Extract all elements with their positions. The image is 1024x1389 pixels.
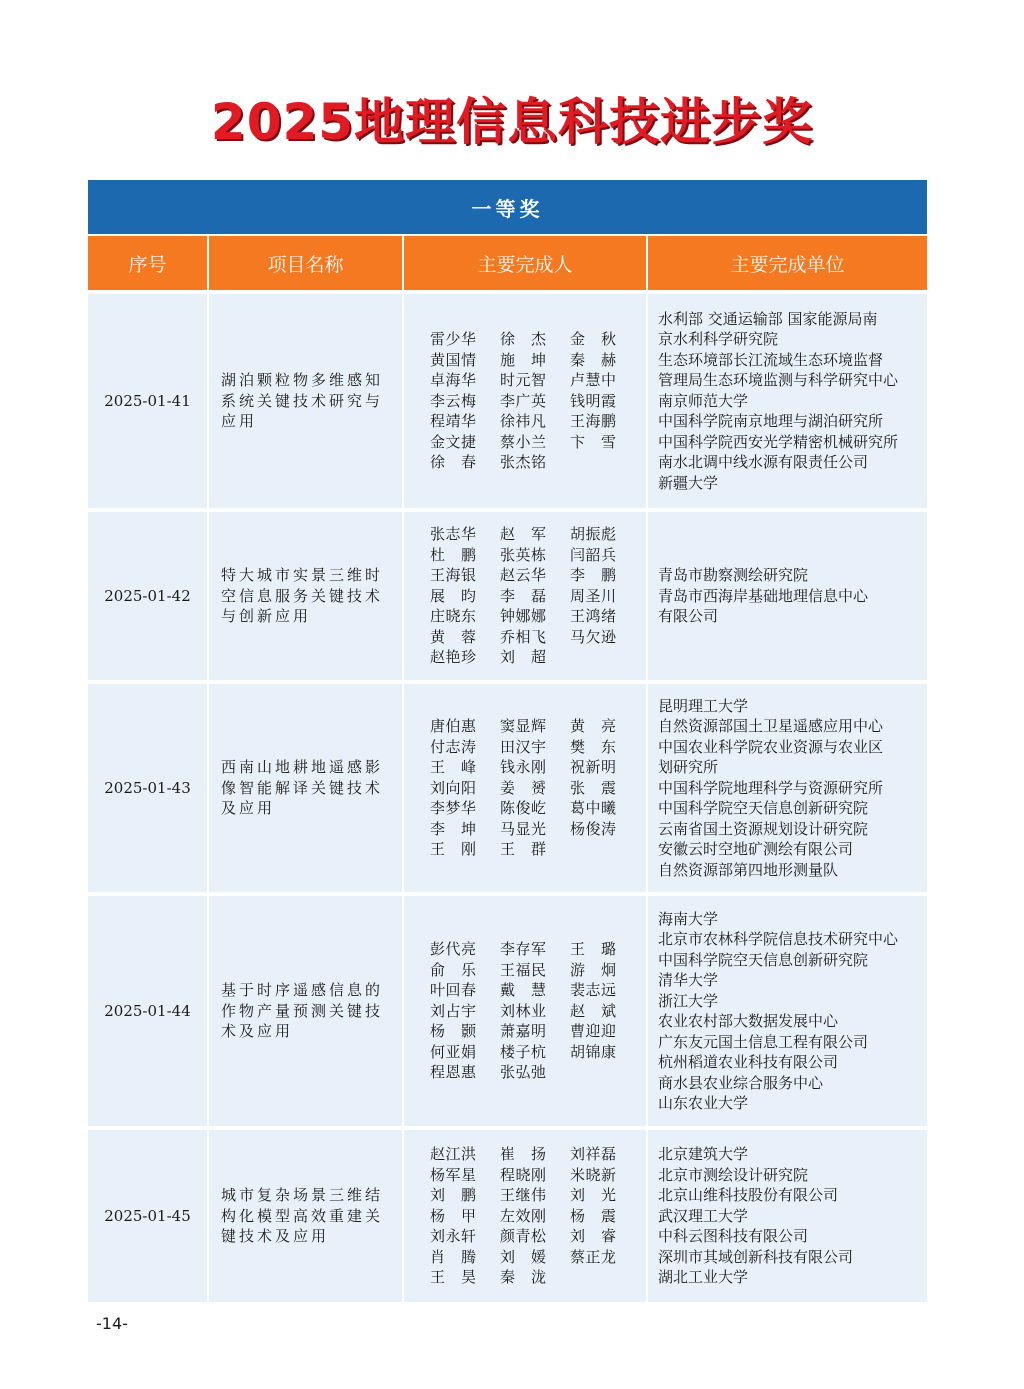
person-name: 杨俊涛 <box>570 819 617 838</box>
people-list <box>430 329 646 473</box>
person-name: 赵云华 <box>500 566 547 585</box>
project-number: 2025-01-45 <box>88 1128 208 1304</box>
person-name: 楼子杭 <box>500 1042 547 1061</box>
unit-name: 南京师范大学 <box>658 391 749 410</box>
person-name: 叶回春 <box>430 981 477 1000</box>
person-name: 杨 震 <box>570 1206 617 1225</box>
unit-name: 云南省国土资源规划设计研究院 <box>658 819 869 838</box>
unit-name: 北京市测绘设计研究院 <box>658 1165 809 1184</box>
person-name: 闫韶兵 <box>570 545 617 564</box>
person-name: 刘占宇 <box>430 1001 477 1020</box>
unit-name: 青岛市西海岸基础地理信息中心 <box>658 586 869 605</box>
person-name: 王 璐 <box>570 940 617 959</box>
person-name: 黄国情 <box>430 350 477 369</box>
person-name: 张英栋 <box>500 545 547 564</box>
person-name: 王 群 <box>500 840 547 859</box>
person-name: 时元智 <box>500 371 547 390</box>
header-project-name: 项目名称 <box>208 235 403 290</box>
person-name: 卢慧中 <box>570 371 617 390</box>
person-name: 程靖华 <box>430 412 477 431</box>
person-name: 程恩惠 <box>430 1063 477 1082</box>
unit-name: 管理局生态环境监测与科学研究中心 <box>658 371 899 390</box>
person-name: 徐祎凡 <box>500 412 547 431</box>
table-row <box>88 510 927 682</box>
person-name: 杨 甲 <box>430 1206 477 1225</box>
project-number: 2025-01-44 <box>88 894 208 1128</box>
unit-name: 中国科学院南京地理与湖泊研究所 <box>658 412 884 431</box>
person-name: 杨 颢 <box>430 1022 477 1041</box>
person-name: 卞 雪 <box>570 432 617 451</box>
person-name: 刘向阳 <box>430 778 477 797</box>
person-name: 赵 军 <box>500 525 547 544</box>
person-name: 黄 蓉 <box>430 627 477 646</box>
unit-name: 中国科学院空天信息创新研究院 <box>658 799 869 818</box>
person-name: 杜 鹏 <box>430 545 477 564</box>
person-name: 黄 亮 <box>570 717 617 736</box>
project-number: 2025-01-43 <box>88 682 208 894</box>
person-name: 李 鹏 <box>570 566 617 585</box>
person-name: 刘 媛 <box>500 1247 547 1266</box>
unit-name: 京水利科学研究院 <box>658 330 779 349</box>
person-name: 刘永轩 <box>430 1227 477 1246</box>
table-header <box>88 235 927 290</box>
unit-name: 划研究所 <box>658 758 719 777</box>
table-row <box>88 894 927 1128</box>
project-name: 特大城市实景三维时空信息服务关键技术与创新应用 <box>208 510 403 682</box>
person-name: 金 秋 <box>570 330 617 349</box>
person-name: 王海鹏 <box>570 412 617 431</box>
main-units-cell <box>647 294 927 510</box>
person-name: 马显光 <box>500 819 547 838</box>
header-no: 序号 <box>88 235 208 290</box>
unit-name: 自然资源部国土卫星遥感应用中心 <box>658 717 884 736</box>
unit-name: 新疆大学 <box>658 473 719 492</box>
unit-name: 自然资源部第四地形测量队 <box>658 860 839 879</box>
person-name: 刘 超 <box>500 648 547 667</box>
unit-name: 杭州稻道农业科技有限公司 <box>658 1053 839 1071</box>
unit-name: 北京市农林科学院信息技术研究中心 <box>658 930 899 948</box>
project-name: 湖泊颗粒物多维感知系统关键技术研究与应用 <box>208 294 403 510</box>
person-name: 蔡正龙 <box>570 1247 617 1266</box>
person-name: 李 磊 <box>500 586 547 605</box>
person-name: 胡振彪 <box>570 525 617 544</box>
person-name: 徐 春 <box>430 453 477 472</box>
main-people-cell <box>403 682 647 894</box>
project-number: 2025-01-42 <box>88 510 208 682</box>
person-name: 张杰铭 <box>500 453 547 472</box>
unit-name: 中国农业科学院农业资源与农业区 <box>658 737 884 756</box>
person-name: 李广英 <box>500 391 547 410</box>
person-name: 乔相飞 <box>500 627 547 646</box>
unit-name: 海南大学 <box>658 909 719 928</box>
main-people-cell <box>403 1128 647 1304</box>
person-name: 付志涛 <box>430 737 477 756</box>
unit-name: 青岛市勘察测绘研究院 <box>658 566 809 585</box>
person-name: 田汉宇 <box>500 737 547 756</box>
unit-name: 湖北工业大学 <box>658 1268 749 1287</box>
table-row <box>88 682 927 894</box>
main-people-cell <box>403 294 647 510</box>
person-name: 杨军星 <box>430 1165 477 1184</box>
person-name: 米晓新 <box>570 1165 617 1184</box>
unit-name: 生态环境部长江流域生态环境监督 <box>658 350 884 369</box>
person-name: 肖 腾 <box>430 1247 477 1266</box>
page-number: -14- <box>96 1314 128 1333</box>
person-name: 张弘弛 <box>500 1063 547 1082</box>
person-name: 施 坤 <box>500 350 547 369</box>
person-name: 金文捷 <box>430 432 477 451</box>
person-name: 刘 光 <box>570 1186 617 1205</box>
person-name: 赵江洪 <box>430 1145 477 1164</box>
people-list <box>430 939 646 1083</box>
unit-name: 北京建筑大学 <box>658 1145 749 1164</box>
person-name: 钱明霞 <box>570 391 617 410</box>
person-name: 彭代亮 <box>430 940 477 959</box>
header-main-people: 主要完成人 <box>403 235 647 290</box>
header-main-units: 主要完成单位 <box>647 235 927 290</box>
unit-name: 清华大学 <box>658 971 719 989</box>
person-name: 戴 慧 <box>500 981 547 1000</box>
person-name: 窦显辉 <box>500 717 547 736</box>
person-name: 刘 鹏 <box>430 1186 477 1205</box>
person-name: 王 刚 <box>430 840 477 859</box>
unit-name: 有限公司 <box>658 607 719 626</box>
person-name: 卓海华 <box>430 371 477 390</box>
person-name: 王 峰 <box>430 758 477 777</box>
main-people-cell <box>403 510 647 682</box>
person-name: 左效刚 <box>500 1206 547 1225</box>
person-name: 李梦华 <box>430 799 477 818</box>
award-level-banner: 一等奖 <box>88 180 927 235</box>
person-name: 程晓刚 <box>500 1165 547 1184</box>
unit-name: 北京山维科技股份有限公司 <box>658 1186 839 1205</box>
table-row <box>88 1128 927 1304</box>
unit-name: 商水县农业综合服务中心 <box>658 1073 824 1092</box>
person-name: 秦 赫 <box>570 350 617 369</box>
person-name: 张志华 <box>430 525 477 544</box>
person-name: 樊 东 <box>570 737 617 756</box>
person-name: 马欠逊 <box>570 627 617 646</box>
unit-name: 中科云图科技有限公司 <box>658 1227 809 1246</box>
person-name: 李云梅 <box>430 391 477 410</box>
people-list <box>430 1144 646 1288</box>
person-name: 蔡小兰 <box>500 432 547 451</box>
unit-name: 浙江大学 <box>658 991 719 1010</box>
person-name: 张 震 <box>570 778 617 797</box>
project-name: 基于时序遥感信息的作物产量预测关键技术及应用 <box>208 894 403 1128</box>
unit-name: 山东农业大学 <box>658 1094 749 1112</box>
person-name: 姜 赟 <box>500 778 547 797</box>
person-name: 葛中曦 <box>570 799 617 818</box>
unit-name: 中国科学院空天信息创新研究院 <box>658 950 869 969</box>
person-name: 周圣川 <box>570 586 617 605</box>
unit-name: 中国科学院地理科学与资源研究所 <box>658 778 884 797</box>
person-name: 陈俊屹 <box>500 799 547 818</box>
person-name: 崔 扬 <box>500 1145 547 1164</box>
person-name: 俞 乐 <box>430 960 477 979</box>
person-name: 王 昊 <box>430 1268 477 1287</box>
person-name: 唐伯惠 <box>430 717 477 736</box>
person-name: 王福民 <box>500 960 547 979</box>
person-name: 赵艳珍 <box>430 648 477 667</box>
person-name: 秦 泷 <box>500 1268 547 1287</box>
person-name: 李 坤 <box>430 819 477 838</box>
person-name: 刘林业 <box>500 1001 547 1020</box>
people-list <box>430 524 646 668</box>
person-name: 何亚娟 <box>430 1042 477 1061</box>
person-name: 胡锦康 <box>570 1042 617 1061</box>
person-name: 刘 睿 <box>570 1227 617 1246</box>
main-units-cell <box>647 510 927 682</box>
table-row <box>88 294 927 510</box>
person-name: 裴志远 <box>570 981 617 1000</box>
person-name: 萧嘉明 <box>500 1022 547 1041</box>
person-name: 颜青松 <box>500 1227 547 1246</box>
person-name: 雷少华 <box>430 330 477 349</box>
project-name: 西南山地耕地遥感影像智能解译关键技术及应用 <box>208 682 403 894</box>
page-title: 2025地理信息科技进步奖 <box>210 93 814 151</box>
unit-name: 农业农村部大数据发展中心 <box>658 1012 839 1030</box>
main-units-cell <box>647 1128 927 1304</box>
unit-name: 水利部 交通运输部 国家能源局南 <box>658 309 878 328</box>
person-name: 徐 杰 <box>500 330 547 349</box>
unit-name: 中国科学院西安光学精密机械研究所 <box>658 432 899 451</box>
person-name: 赵 斌 <box>570 1001 617 1020</box>
person-name: 钟娜娜 <box>500 607 547 626</box>
main-units-cell <box>647 682 927 894</box>
person-name: 钱永刚 <box>500 758 547 777</box>
person-name: 庄晓东 <box>430 607 477 626</box>
person-name: 游 炯 <box>570 960 617 979</box>
unit-name: 武汉理工大学 <box>658 1206 749 1225</box>
person-name: 王海银 <box>430 566 477 585</box>
unit-name: 南水北调中线水源有限责任公司 <box>658 453 869 472</box>
project-number: 2025-01-41 <box>88 294 208 510</box>
person-name: 王鸿绪 <box>570 607 617 626</box>
person-name: 李存军 <box>500 940 547 959</box>
person-name: 王继伟 <box>500 1186 547 1205</box>
main-people-cell <box>403 894 647 1128</box>
person-name: 祝新明 <box>570 758 617 777</box>
person-name: 展 昀 <box>430 586 477 605</box>
people-list <box>430 716 646 860</box>
project-name: 城市复杂场景三维结构化模型高效重建关键技术及应用 <box>208 1128 403 1304</box>
person-name: 曹迎迎 <box>570 1022 617 1041</box>
unit-name: 昆明理工大学 <box>658 696 749 715</box>
award-table <box>88 180 927 1306</box>
unit-name: 安徽云时空地矿测绘有限公司 <box>658 840 854 859</box>
main-units-cell <box>647 894 927 1128</box>
unit-name: 广东友元国土信息工程有限公司 <box>658 1032 869 1051</box>
unit-name: 深圳市其域创新科技有限公司 <box>658 1247 854 1266</box>
person-name: 刘祥磊 <box>570 1145 617 1164</box>
